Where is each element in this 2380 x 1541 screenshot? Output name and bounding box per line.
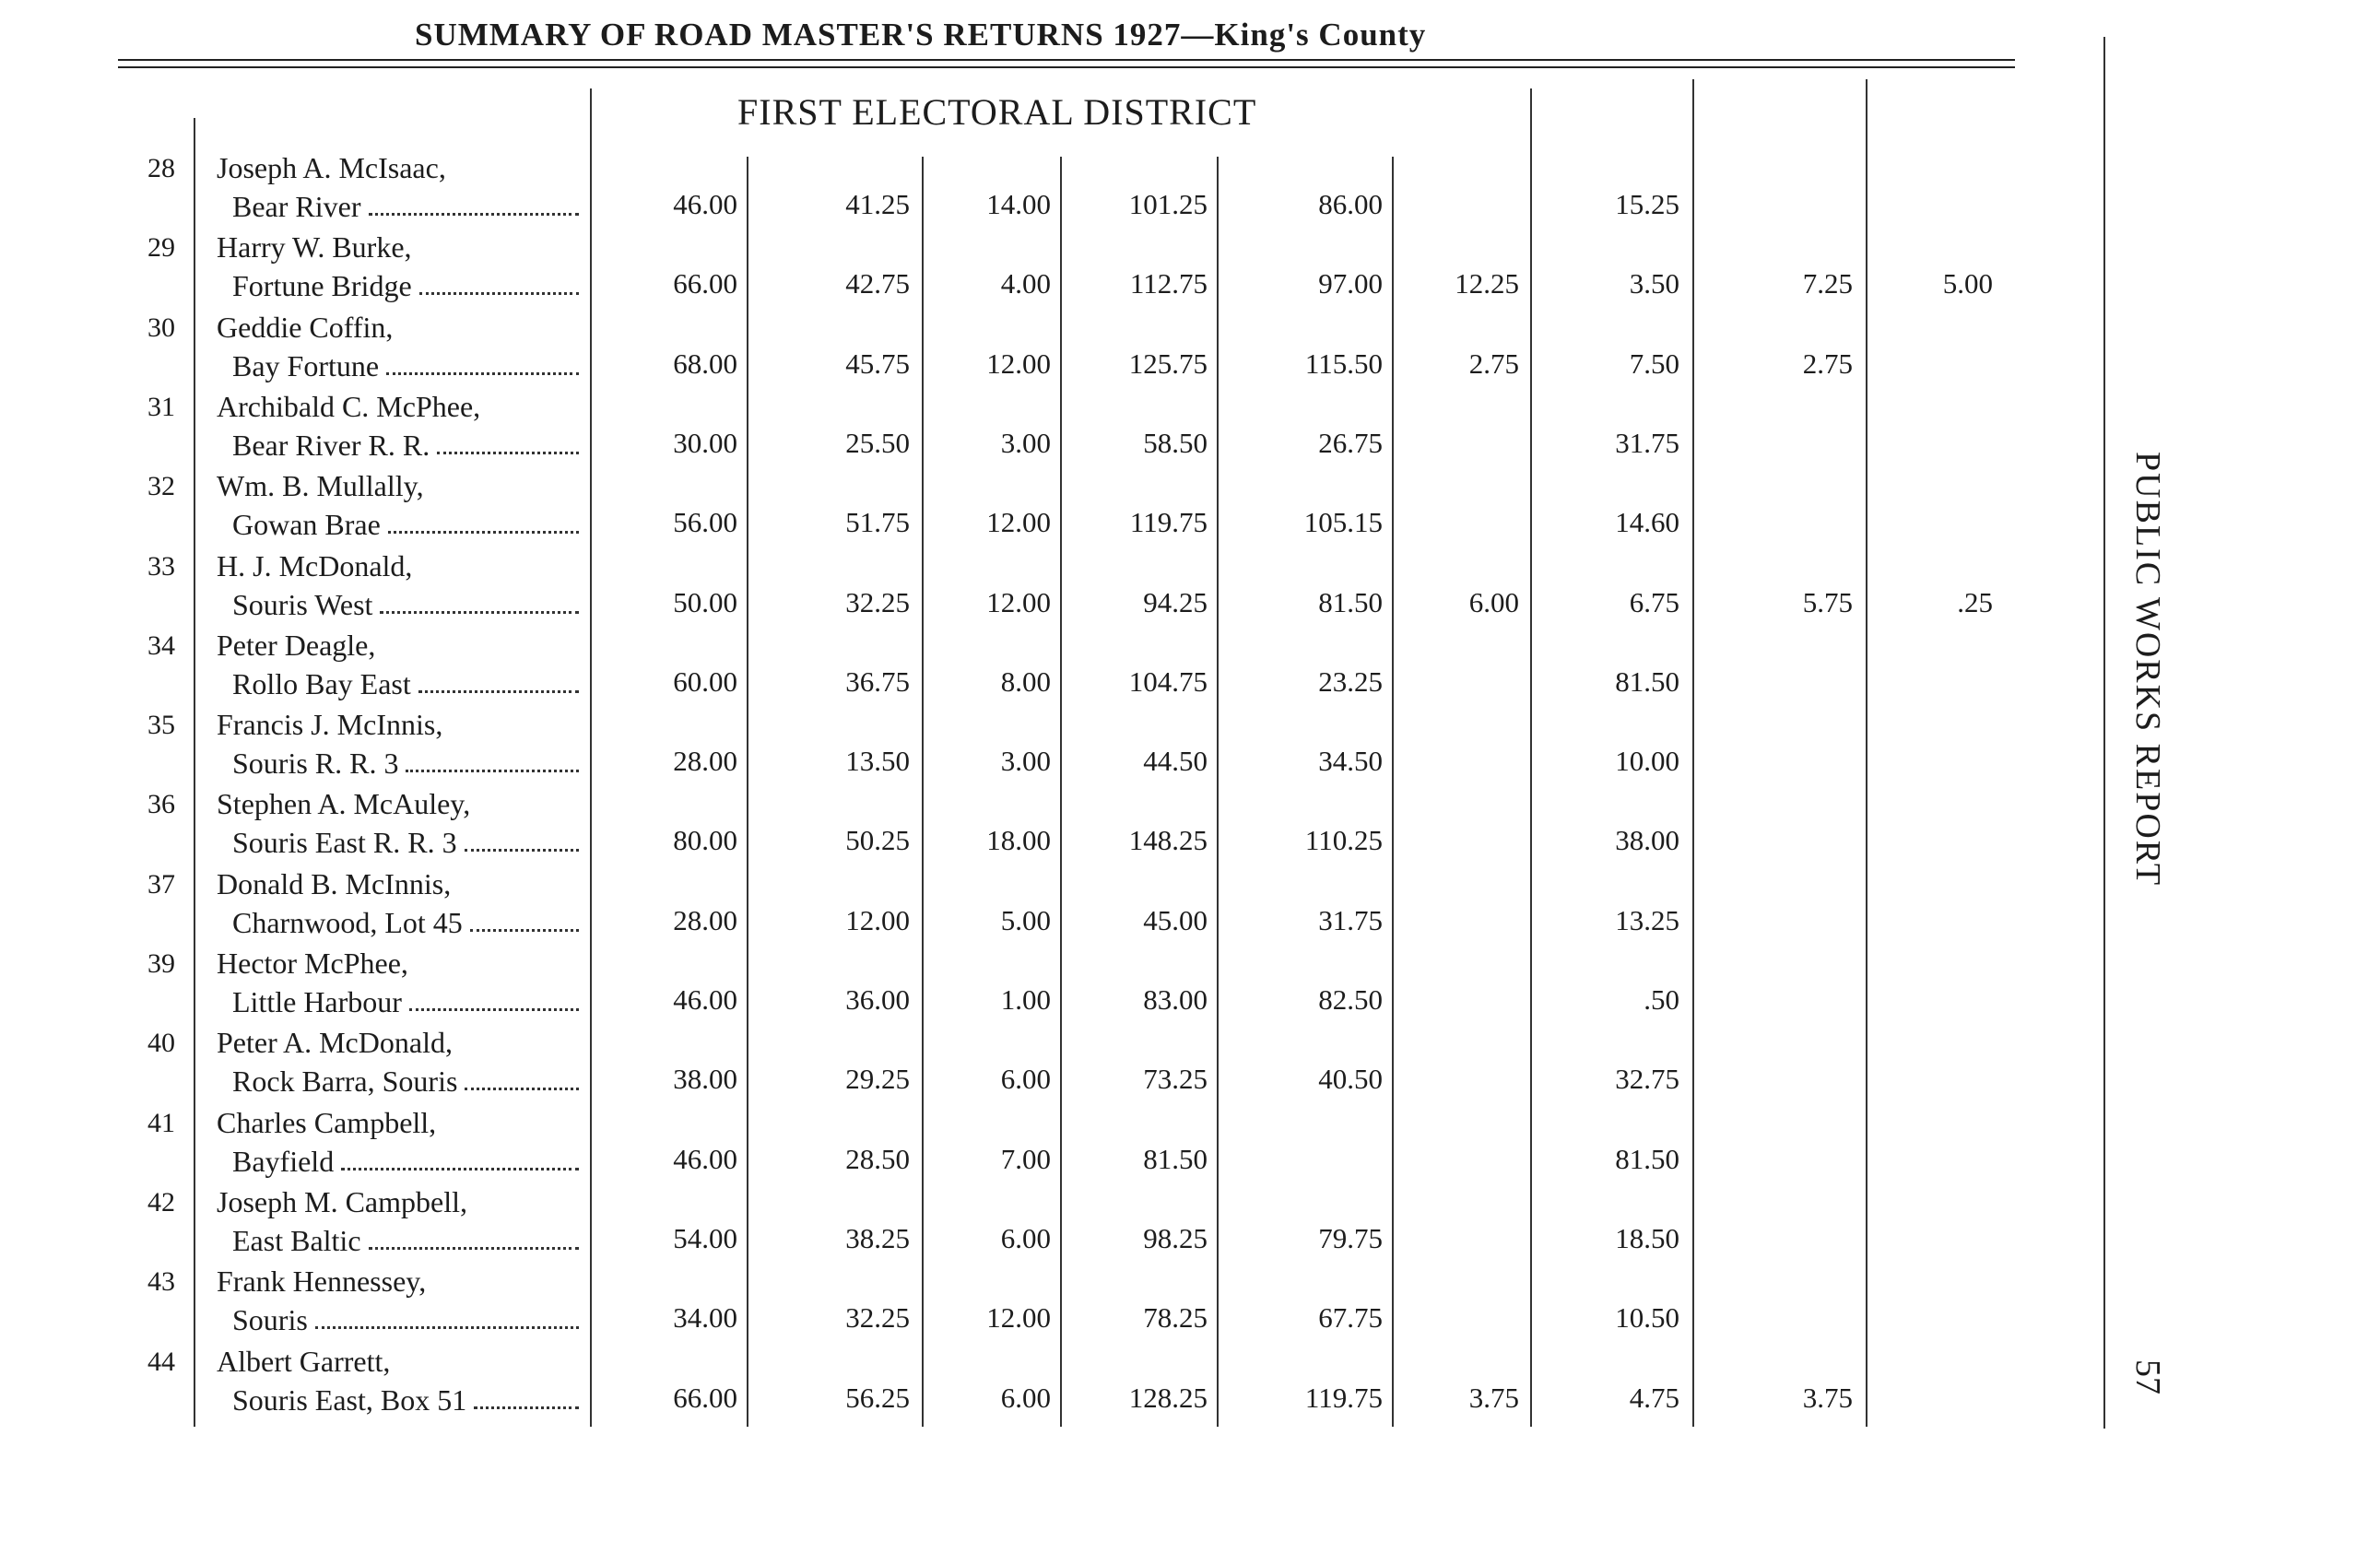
amount-cell: 12.25 xyxy=(1455,267,1519,300)
row-number: 43 xyxy=(147,1266,175,1298)
dot-leader xyxy=(369,1224,579,1250)
road-master-name: Peter Deagle, xyxy=(217,628,376,662)
amount-cell: 18.00 xyxy=(986,824,1051,857)
amount-cell: 51.75 xyxy=(845,506,910,539)
amount-cell: 3.50 xyxy=(1629,267,1679,300)
table-row xyxy=(0,1104,2028,1183)
amount-cell: 105.15 xyxy=(1303,506,1383,539)
table-row xyxy=(0,1263,2028,1342)
address-cell xyxy=(232,1065,581,1099)
address-cell xyxy=(232,1383,581,1417)
road-master-address: Souris East R. R. 3 xyxy=(232,826,457,860)
dot-leader xyxy=(341,1145,579,1170)
amount-cell: 10.00 xyxy=(1615,745,1679,778)
dot-leader xyxy=(369,190,580,216)
amount-cell: 56.00 xyxy=(673,506,737,539)
row-number: 33 xyxy=(147,550,175,582)
table-row xyxy=(0,1343,2028,1422)
amount-cell: 10.50 xyxy=(1615,1301,1679,1335)
table-row xyxy=(0,149,2028,229)
amount-cell: 66.00 xyxy=(673,267,737,300)
amount-cell: 45.00 xyxy=(1143,903,1208,936)
table-row xyxy=(0,229,2028,308)
page-margin-rule xyxy=(2103,37,2105,1429)
amount-cell: 14.60 xyxy=(1615,506,1679,539)
amount-cell: 6.00 xyxy=(1000,1381,1051,1414)
amount-cell: 83.00 xyxy=(1143,983,1208,1016)
table-row xyxy=(0,467,2028,547)
amount-cell: 36.00 xyxy=(845,983,910,1016)
amount-cell: 8.00 xyxy=(1000,665,1051,698)
address-cell xyxy=(232,190,581,224)
amount-cell: 81.50 xyxy=(1615,665,1679,698)
amount-cell: 104.75 xyxy=(1128,665,1208,698)
row-number: 35 xyxy=(147,710,175,741)
address-cell xyxy=(232,1224,581,1258)
row-number: 44 xyxy=(147,1346,175,1377)
amount-cell: 14.00 xyxy=(986,188,1051,220)
address-cell xyxy=(232,906,581,940)
road-master-address: Little Harbour xyxy=(232,985,402,1018)
amount-cell: 44.50 xyxy=(1143,745,1208,778)
amount-cell: 128.25 xyxy=(1128,1381,1208,1414)
page-number: 57 xyxy=(2128,1359,2167,1394)
road-master-address: Bear River xyxy=(232,190,361,223)
amount-cell: 86.00 xyxy=(1318,188,1383,220)
road-master-address: Bay Fortune xyxy=(232,348,380,382)
amount-cell: 36.75 xyxy=(845,665,910,698)
amount-cell: 28.00 xyxy=(673,745,737,778)
amount-cell: 28.50 xyxy=(845,1142,910,1175)
amount-cell: 58.50 xyxy=(1143,426,1208,459)
amount-cell: 78.25 xyxy=(1143,1301,1208,1335)
row-number: 32 xyxy=(147,471,175,502)
amount-cell: .25 xyxy=(1957,585,1993,618)
address-cell xyxy=(232,1145,581,1179)
road-master-name: Stephen A. McAuley, xyxy=(217,787,471,821)
table-row xyxy=(0,388,2028,467)
amount-cell: 67.75 xyxy=(1318,1301,1383,1335)
page-header-title: SUMMARY OF ROAD MASTER'S RETURNS 1927—King's County xyxy=(415,17,1427,53)
road-master-address: Fortune Bridge xyxy=(232,269,412,303)
dot-leader xyxy=(406,747,579,772)
road-master-address: Rock Barra, Souris xyxy=(232,1065,458,1099)
road-master-name: Francis J. McInnis, xyxy=(217,708,443,742)
amount-cell: 5.00 xyxy=(1942,267,1993,300)
amount-cell: 54.00 xyxy=(673,1221,737,1254)
amount-cell: 32.75 xyxy=(1615,1063,1679,1096)
road-master-name: H. J. McDonald, xyxy=(217,548,413,582)
dot-leader xyxy=(388,508,579,534)
row-number: 28 xyxy=(147,153,175,183)
road-master-name: Geddie Coffin, xyxy=(217,310,394,344)
amount-cell: 125.75 xyxy=(1128,347,1208,380)
header-rule xyxy=(118,59,2015,61)
amount-cell: 79.75 xyxy=(1318,1221,1383,1254)
table-row xyxy=(0,706,2028,785)
amount-cell: 112.75 xyxy=(1129,267,1208,300)
address-cell xyxy=(232,667,581,701)
amount-cell: 32.25 xyxy=(845,585,910,618)
address-cell xyxy=(232,1303,581,1337)
amount-cell: 30.00 xyxy=(673,426,737,459)
amount-cell: 3.00 xyxy=(1000,745,1051,778)
amount-cell: 4.75 xyxy=(1629,1381,1679,1414)
dot-leader xyxy=(437,429,579,454)
road-master-name: Charles Campbell, xyxy=(217,1105,437,1139)
table-row xyxy=(0,1024,2028,1103)
amount-cell: 46.00 xyxy=(673,188,737,220)
amount-cell: 97.00 xyxy=(1318,267,1383,300)
road-master-name: Peter A. McDonald, xyxy=(217,1026,453,1060)
dot-leader xyxy=(380,588,579,614)
road-master-address: Gowan Brae xyxy=(232,508,381,542)
amount-cell: 1.00 xyxy=(1000,983,1051,1016)
amount-cell: 80.00 xyxy=(673,824,737,857)
dot-leader xyxy=(315,1303,579,1329)
amount-cell: 6.75 xyxy=(1629,585,1679,618)
amount-cell: 26.75 xyxy=(1318,426,1383,459)
amount-cell: 119.75 xyxy=(1304,1381,1383,1414)
amount-cell: 3.00 xyxy=(1000,426,1051,459)
amount-cell: 98.25 xyxy=(1143,1221,1208,1254)
road-master-name: Hector McPhee, xyxy=(217,947,408,980)
amount-cell: .50 xyxy=(1644,983,1679,1016)
amount-cell: 6.00 xyxy=(1000,1063,1051,1096)
amount-cell: 13.25 xyxy=(1615,903,1679,936)
amount-cell: 12.00 xyxy=(845,903,910,936)
amount-cell: 41.25 xyxy=(845,188,910,220)
road-master-address: Souris East, Box 51 xyxy=(232,1382,467,1417)
road-master-address: Souris West xyxy=(232,587,373,621)
amount-cell: 46.00 xyxy=(673,983,737,1016)
amount-cell: 25.50 xyxy=(845,426,910,459)
table-row xyxy=(0,309,2028,388)
amount-cell: 60.00 xyxy=(673,665,737,698)
address-cell xyxy=(232,269,581,303)
dot-leader xyxy=(418,667,579,693)
dot-leader xyxy=(419,269,579,295)
amount-cell: 32.25 xyxy=(845,1301,910,1335)
amount-cell: 101.25 xyxy=(1128,188,1208,220)
amount-cell: 81.50 xyxy=(1143,1142,1208,1175)
amount-cell: 73.25 xyxy=(1143,1063,1208,1096)
amount-cell: 31.75 xyxy=(1615,426,1679,459)
amount-cell: 66.00 xyxy=(673,1381,737,1414)
amount-cell: 115.50 xyxy=(1304,347,1383,380)
road-master-address: Souris R. R. 3 xyxy=(232,747,399,781)
amount-cell: 3.75 xyxy=(1802,1381,1853,1414)
row-number: 34 xyxy=(147,629,175,661)
table-row xyxy=(0,785,2028,865)
road-master-address: Charnwood, Lot 45 xyxy=(232,905,463,939)
road-master-name: Joseph A. McIsaac, xyxy=(217,151,446,184)
amount-cell: 28.00 xyxy=(673,903,737,936)
amount-cell: 18.50 xyxy=(1615,1221,1679,1254)
road-master-name: Donald B. McInnis, xyxy=(217,866,452,900)
row-number: 40 xyxy=(147,1028,175,1059)
amount-cell: 82.50 xyxy=(1318,983,1383,1016)
amount-cell: 23.25 xyxy=(1318,665,1383,698)
amount-cell: 110.25 xyxy=(1304,824,1383,857)
amount-cell: 50.00 xyxy=(673,585,737,618)
amount-cell: 56.25 xyxy=(845,1381,910,1414)
amount-cell: 2.75 xyxy=(1802,347,1853,380)
road-master-name: Frank Hennessey, xyxy=(217,1265,427,1299)
road-master-name: Archibald C. McPhee, xyxy=(217,389,481,423)
amount-cell: 3.75 xyxy=(1468,1381,1519,1414)
amount-cell: 12.00 xyxy=(986,1301,1051,1335)
row-number: 42 xyxy=(147,1186,175,1218)
road-master-address: East Baltic xyxy=(232,1223,361,1257)
road-master-address: Bayfield xyxy=(232,1144,335,1178)
address-cell xyxy=(232,826,581,860)
dot-leader xyxy=(465,826,579,852)
district-heading: FIRST ELECTORAL DISTRICT xyxy=(737,91,1257,133)
road-master-name: Albert Garrett, xyxy=(217,1344,391,1378)
amount-cell: 81.50 xyxy=(1318,585,1383,618)
amount-cell: 119.75 xyxy=(1129,506,1208,539)
dot-leader xyxy=(474,1383,579,1409)
row-number: 36 xyxy=(147,789,175,820)
amount-cell: 12.00 xyxy=(986,506,1051,539)
amount-cell: 38.00 xyxy=(1615,824,1679,857)
table-row xyxy=(0,1183,2028,1263)
amount-cell: 46.00 xyxy=(673,1142,737,1175)
table-row xyxy=(0,945,2028,1024)
amount-cell: 94.25 xyxy=(1143,585,1208,618)
road-master-name: Harry W. Burke, xyxy=(217,230,412,265)
table-row xyxy=(0,627,2028,706)
amount-cell: 7.50 xyxy=(1629,347,1679,380)
amount-cell: 4.00 xyxy=(1000,267,1051,300)
amount-cell: 5.00 xyxy=(1000,903,1051,936)
amount-cell: 31.75 xyxy=(1318,903,1383,936)
side-report-title: PUBLIC WORKS REPORT xyxy=(2128,452,2167,888)
table-row xyxy=(0,547,2028,627)
address-cell xyxy=(232,747,581,781)
amount-cell: 15.25 xyxy=(1615,188,1679,220)
amount-cell: 6.00 xyxy=(1468,585,1519,618)
row-number: 37 xyxy=(147,868,175,900)
address-cell xyxy=(232,429,581,463)
row-number: 29 xyxy=(147,232,175,264)
dot-leader xyxy=(386,349,579,375)
amount-cell: 29.25 xyxy=(845,1063,910,1096)
amount-cell: 50.25 xyxy=(845,824,910,857)
amount-cell: 12.00 xyxy=(986,585,1051,618)
amount-cell: 45.75 xyxy=(845,347,910,380)
road-master-address: Bear River R. R. xyxy=(232,428,430,462)
road-master-address: Rollo Bay East xyxy=(232,666,411,700)
address-cell xyxy=(232,985,581,1019)
header-rule xyxy=(118,66,2015,68)
row-number: 30 xyxy=(147,312,175,343)
amount-cell: 7.00 xyxy=(1000,1142,1051,1175)
amount-cell: 34.50 xyxy=(1318,745,1383,778)
amount-cell: 38.25 xyxy=(845,1221,910,1254)
row-number: 31 xyxy=(147,391,175,422)
row-number: 41 xyxy=(147,1107,175,1138)
amount-cell: 12.00 xyxy=(986,347,1051,380)
amount-cell: 2.75 xyxy=(1468,347,1519,380)
amount-cell: 40.50 xyxy=(1318,1063,1383,1096)
amount-cell: 38.00 xyxy=(673,1063,737,1096)
row-number: 39 xyxy=(147,948,175,979)
dot-leader xyxy=(465,1065,579,1090)
road-master-address: Souris xyxy=(232,1303,308,1337)
road-master-name: Joseph M. Campbell, xyxy=(217,1184,467,1218)
amount-cell: 42.75 xyxy=(845,267,910,300)
amount-cell: 13.50 xyxy=(845,745,910,778)
dot-leader xyxy=(470,906,579,932)
address-cell xyxy=(232,588,581,622)
dot-leader xyxy=(409,985,579,1011)
table-row xyxy=(0,865,2028,945)
amount-cell: 148.25 xyxy=(1128,824,1208,857)
amount-cell: 7.25 xyxy=(1802,267,1853,300)
road-master-name: Wm. B. Mullally, xyxy=(217,469,424,503)
amount-cell: 5.75 xyxy=(1802,585,1853,618)
address-cell xyxy=(232,508,581,542)
amount-cell: 68.00 xyxy=(673,347,737,380)
amount-cell: 6.00 xyxy=(1000,1221,1051,1254)
address-cell xyxy=(232,349,581,383)
amount-cell: 34.00 xyxy=(673,1301,737,1335)
amount-cell: 81.50 xyxy=(1615,1142,1679,1175)
